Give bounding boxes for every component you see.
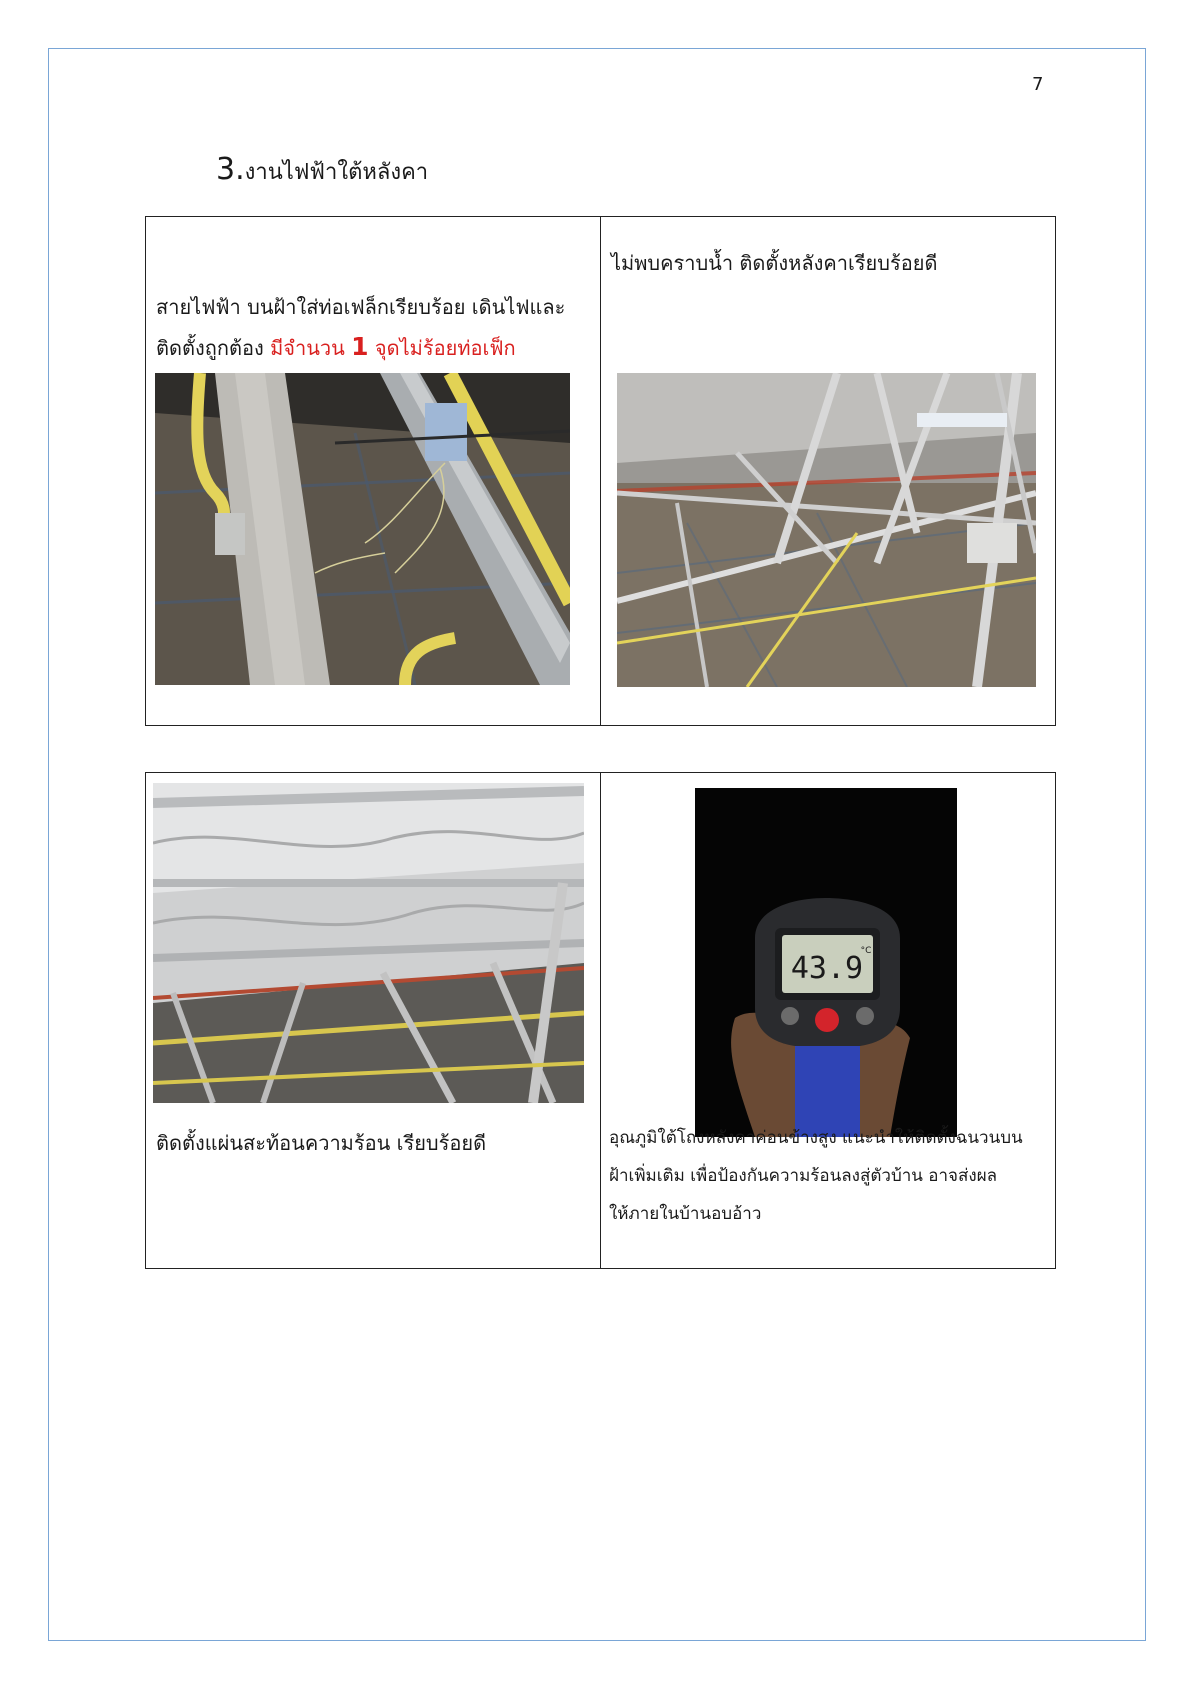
defect-count: 1 (351, 332, 369, 361)
cell-insulation (146, 773, 601, 1269)
temperature-note-line-1: อุณภูมิใต้โถงหลังคาค่อนข้างสูง แนะนำให้ติดตั้งฉนวนบน (609, 1128, 1023, 1148)
cell-wiring (146, 217, 601, 726)
page-number: 7 (1032, 74, 1044, 95)
section-title-text: งานไฟฟ้าใต้หลังคา (244, 160, 429, 185)
cell-roof-leak (601, 217, 1056, 726)
wiring-line-2-prefix: ติดตั้งถูกต้อง (156, 336, 271, 360)
wiring-defect-note (270, 332, 516, 361)
photo-thermometer (695, 788, 957, 1137)
inspection-table-1 (145, 216, 1056, 726)
cell-temperature (601, 773, 1056, 1269)
temperature-note-line-2: ฝ้าเพิ่มเติม เพื่อป้องกันความร้อนลงสู่ตัวบ้าน อาจส่งผล (609, 1166, 998, 1186)
section-number: 3. (216, 152, 245, 187)
temperature-note (609, 1119, 1049, 1233)
insulation-caption: ติดตั้งแผ่นสะท้อนความร้อน เรียบร้อยดี (156, 1131, 487, 1155)
photo-roof-structure (617, 373, 1036, 687)
wiring-line-1: สายไฟฟ้า บนฝ้าใส่ท่อเฟล็กเรียบร้อย เดินไฟและ (156, 295, 566, 319)
wiring-line-2 (156, 327, 596, 368)
inspection-table-2 (145, 772, 1056, 1269)
defect-note-a: มีจำนวน (270, 336, 352, 360)
section-title (216, 152, 428, 189)
roof-leak-text: ไม่พบคราบน้ำ ติดตั้งหลังคาเรียบร้อยดี (611, 251, 938, 275)
wiring-description (156, 287, 596, 368)
photo-wiring-conduit (155, 373, 570, 685)
photo-reflective-insulation (153, 783, 584, 1103)
defect-note-b: จุดไม่ร้อยท่อเฟ็ก (368, 336, 516, 360)
temperature-note-line-3: ให้ภายในบ้านอบอ้าว (609, 1204, 762, 1224)
thermometer-unit: °C (860, 946, 872, 956)
thermometer-reading: 43.9 (790, 951, 864, 986)
